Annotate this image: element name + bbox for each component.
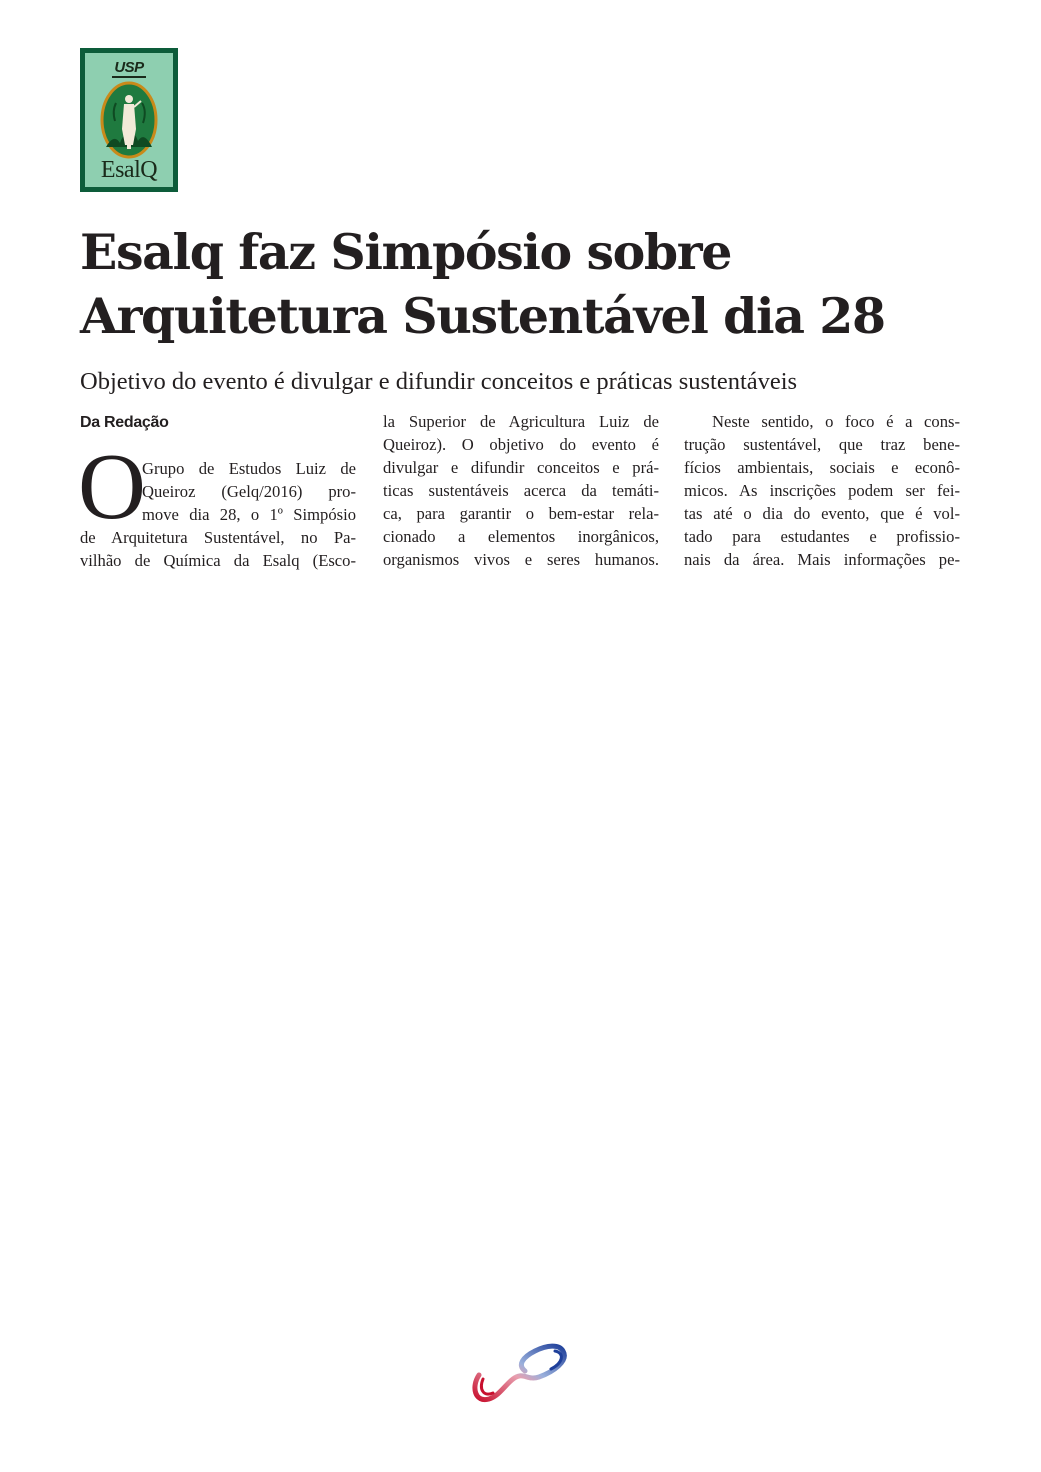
headline-line-2: Arquitetura Sustentável dia 28 bbox=[80, 287, 885, 345]
text-line: nais da área. Mais informações pe- bbox=[684, 550, 960, 569]
text-line: trução sustentável, que traz bene- bbox=[684, 435, 960, 454]
text-line: divulgar e difundir conceitos e prá- bbox=[383, 458, 659, 477]
logo-usp-text: USP bbox=[114, 59, 144, 76]
text-line: cionado a elementos inorgânicos, bbox=[383, 527, 659, 546]
article-headline bbox=[80, 220, 980, 348]
drop-cap: O bbox=[78, 435, 146, 539]
text-line: la Superior de Agricultura Luiz de bbox=[383, 412, 659, 431]
logo-statue-emblem bbox=[100, 81, 158, 159]
text-line: fícios ambientais, sociais e econô- bbox=[684, 458, 960, 477]
text-line: tas até o dia do evento, que é vol- bbox=[684, 504, 960, 523]
text-line: organismos vivos e seres humanos. bbox=[383, 550, 659, 569]
text-line: ticas sustentáveis acerca da temáti- bbox=[383, 481, 659, 500]
text-line: micos. As inscrições podem ser fei- bbox=[684, 481, 960, 500]
infinity-swoosh-icon bbox=[467, 1341, 573, 1407]
article-column-2 bbox=[383, 410, 659, 571]
article-subheadline: Objetivo do evento é divulgar e difundir conceitos e práticas sustentáveis bbox=[80, 368, 798, 395]
article-column-1 bbox=[80, 457, 356, 572]
text-line: Neste sentido, o foco é a cons- bbox=[712, 412, 960, 431]
article-column-3 bbox=[684, 410, 960, 571]
text-line: move dia 28, o 1º Simpósio bbox=[142, 505, 356, 524]
esalq-logo bbox=[80, 48, 178, 192]
text-line: Queiroz). O objetivo do evento é bbox=[383, 435, 659, 454]
text-line: ca, para garantir o bem-estar rela- bbox=[383, 504, 659, 523]
logo-esalq-text: EsalQ bbox=[100, 157, 158, 183]
headline-line-1: Esalq faz Simpósio sobre bbox=[80, 223, 731, 281]
text-line: Grupo de Estudos Luiz de bbox=[142, 459, 356, 478]
text-line: tado para estudantes e profissio- bbox=[684, 527, 960, 546]
text-line: vilhão de Química da Esalq (Esco- bbox=[80, 551, 356, 570]
logo-background bbox=[85, 53, 173, 187]
article-byline: Da Redação bbox=[80, 414, 169, 431]
text-line: de Arquitetura Sustentável, no Pa- bbox=[80, 528, 356, 547]
text-line: Queiroz (Gelq/2016) pro- bbox=[142, 482, 356, 501]
